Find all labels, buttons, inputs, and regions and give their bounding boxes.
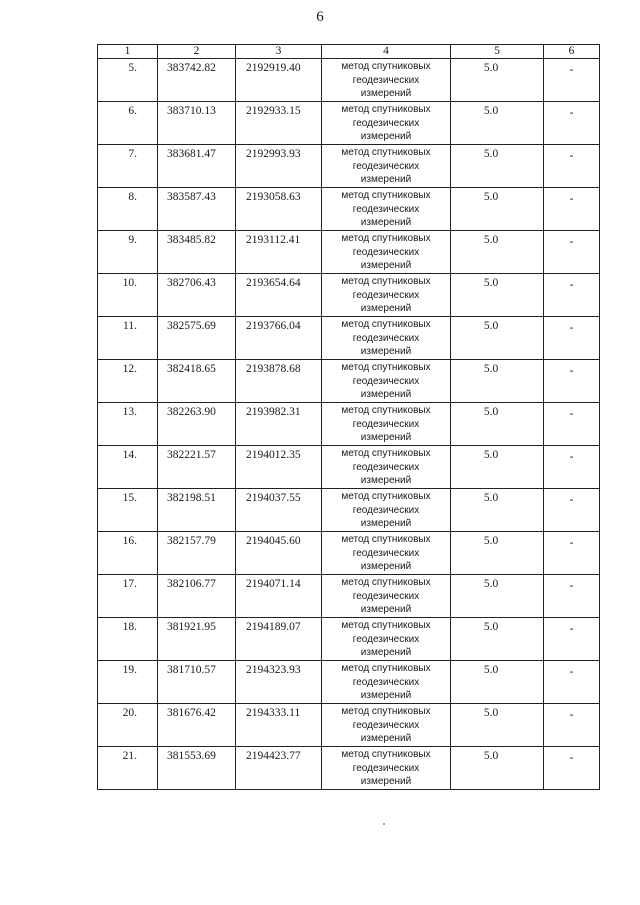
coordinate-y: 2193654.64 (236, 274, 322, 317)
coordinate-y: 2192993.93 (236, 145, 322, 188)
coordinate-x: 381921.95 (158, 618, 236, 661)
determination-method (322, 661, 451, 704)
method-line: метод спутниковых (341, 405, 431, 416)
coordinate-x: 382198.51 (158, 489, 236, 532)
note-value: - (544, 747, 600, 790)
coordinates-table (97, 44, 600, 790)
method-line: измерений (360, 733, 412, 744)
header-col-2: 2 (158, 45, 236, 59)
table-row (98, 317, 600, 360)
determination-method (322, 747, 451, 790)
point-number: 19. (98, 661, 158, 704)
table-body (98, 59, 600, 790)
table-row (98, 747, 600, 790)
note-value: - (544, 575, 600, 618)
determination-method (322, 618, 451, 661)
method-line: измерений (360, 131, 412, 142)
accuracy-value: 5.0 (451, 188, 544, 231)
method-line: измерений (360, 389, 412, 400)
note-value: - (544, 618, 600, 661)
method-line: геодезических (352, 246, 420, 258)
header-col-1: 1 (98, 45, 158, 59)
table-row (98, 360, 600, 403)
coordinate-y: 2192933.15 (236, 102, 322, 145)
point-number: 13. (98, 403, 158, 446)
method-line: геодезических (352, 676, 420, 688)
point-number: 5. (98, 59, 158, 102)
coordinate-y: 2193112.41 (236, 231, 322, 274)
accuracy-value: 5.0 (451, 446, 544, 489)
coordinate-y: 2193878.68 (236, 360, 322, 403)
coordinate-y: 2194071.14 (236, 575, 322, 618)
note-value: - (544, 403, 600, 446)
table-row (98, 231, 600, 274)
method-line: измерений (360, 432, 412, 443)
determination-method (322, 231, 451, 274)
accuracy-value: 5.0 (451, 618, 544, 661)
coordinate-y: 2193058.63 (236, 188, 322, 231)
point-number: 9. (98, 231, 158, 274)
coordinate-y: 2194323.93 (236, 661, 322, 704)
method-line: метод спутниковых (341, 706, 431, 717)
accuracy-value: 5.0 (451, 317, 544, 360)
point-number: 14. (98, 446, 158, 489)
method-line: измерений (360, 604, 412, 615)
coordinate-x: 382106.77 (158, 575, 236, 618)
method-line: измерений (360, 303, 412, 314)
point-number: 10. (98, 274, 158, 317)
table-row (98, 489, 600, 532)
method-line: геодезических (352, 117, 420, 129)
note-value: - (544, 360, 600, 403)
table-row (98, 403, 600, 446)
method-line: геодезических (352, 461, 420, 473)
table-row (98, 274, 600, 317)
header-col-6: 6 (544, 45, 600, 59)
point-number: 15. (98, 489, 158, 532)
method-line: измерений (360, 88, 412, 99)
accuracy-value: 5.0 (451, 102, 544, 145)
accuracy-value: 5.0 (451, 360, 544, 403)
determination-method (322, 532, 451, 575)
determination-method (322, 102, 451, 145)
coordinate-y: 2192919.40 (236, 59, 322, 102)
accuracy-value: 5.0 (451, 575, 544, 618)
method-line: измерений (360, 174, 412, 185)
coordinate-y: 2193766.04 (236, 317, 322, 360)
coordinate-y: 2194045.60 (236, 532, 322, 575)
header-col-5: 5 (451, 45, 544, 59)
method-line: метод спутниковых (341, 448, 431, 459)
table-row (98, 102, 600, 145)
method-line: измерений (360, 217, 412, 228)
note-value: - (544, 274, 600, 317)
method-line: геодезических (352, 74, 420, 86)
method-line: метод спутниковых (341, 319, 431, 330)
page-number: 6 (316, 9, 324, 25)
coordinate-x: 382263.90 (158, 403, 236, 446)
method-line: измерений (360, 561, 412, 572)
coordinate-x: 383681.47 (158, 145, 236, 188)
method-line: метод спутниковых (341, 362, 431, 373)
table-row (98, 59, 600, 102)
accuracy-value: 5.0 (451, 403, 544, 446)
coordinate-y: 2193982.31 (236, 403, 322, 446)
accuracy-value: 5.0 (451, 661, 544, 704)
method-line: измерений (360, 346, 412, 357)
method-line: метод спутниковых (341, 491, 431, 502)
method-line: метод спутниковых (341, 276, 431, 287)
coordinate-x: 381676.42 (158, 704, 236, 747)
header-col-3: 3 (236, 45, 322, 59)
accuracy-value: 5.0 (451, 747, 544, 790)
header-col-4: 4 (322, 45, 451, 59)
method-line: геодезических (352, 633, 420, 645)
coordinate-y: 2194037.55 (236, 489, 322, 532)
coordinate-x: 381553.69 (158, 747, 236, 790)
method-line: геодезических (352, 160, 420, 172)
coordinate-y: 2194333.11 (236, 704, 322, 747)
method-line: измерений (360, 776, 412, 787)
accuracy-value: 5.0 (451, 704, 544, 747)
point-number: 6. (98, 102, 158, 145)
determination-method (322, 360, 451, 403)
method-line: измерений (360, 690, 412, 701)
note-value: - (544, 59, 600, 102)
method-line: геодезических (352, 203, 420, 215)
method-line: метод спутниковых (341, 620, 431, 631)
table-row (98, 188, 600, 231)
note-value: - (544, 145, 600, 188)
method-line: геодезических (352, 375, 420, 387)
note-value: - (544, 489, 600, 532)
point-number: 7. (98, 145, 158, 188)
point-number: 11. (98, 317, 158, 360)
note-value: - (544, 317, 600, 360)
method-line: метод спутниковых (341, 577, 431, 588)
method-line: измерений (360, 260, 412, 271)
coordinate-x: 382575.69 (158, 317, 236, 360)
coordinate-y: 2194423.77 (236, 747, 322, 790)
coordinate-y: 2194012.35 (236, 446, 322, 489)
coordinate-x: 382706.43 (158, 274, 236, 317)
determination-method (322, 704, 451, 747)
note-value: - (544, 102, 600, 145)
table-row (98, 618, 600, 661)
table-row (98, 446, 600, 489)
method-line: геодезических (352, 719, 420, 731)
determination-method (322, 489, 451, 532)
method-line: геодезических (352, 547, 420, 559)
table-row (98, 575, 600, 618)
method-line: измерений (360, 475, 412, 486)
point-number: 12. (98, 360, 158, 403)
method-line: геодезических (352, 762, 420, 774)
method-line: геодезических (352, 289, 420, 301)
point-number: 21. (98, 747, 158, 790)
accuracy-value: 5.0 (451, 59, 544, 102)
coordinate-x: 381710.57 (158, 661, 236, 704)
table-row (98, 532, 600, 575)
determination-method (322, 188, 451, 231)
determination-method (322, 59, 451, 102)
coordinate-x: 382157.79 (158, 532, 236, 575)
scan-speck (383, 823, 385, 825)
method-line: метод спутниковых (341, 190, 431, 201)
method-line: геодезических (352, 504, 420, 516)
note-value: - (544, 188, 600, 231)
point-number: 18. (98, 618, 158, 661)
method-line: метод спутниковых (341, 147, 431, 158)
coordinate-x: 383587.43 (158, 188, 236, 231)
coordinate-x: 382221.57 (158, 446, 236, 489)
point-number: 8. (98, 188, 158, 231)
method-line: метод спутниковых (341, 749, 431, 760)
method-line: метод спутниковых (341, 104, 431, 115)
determination-method (322, 403, 451, 446)
table-row (98, 145, 600, 188)
method-line: геодезических (352, 332, 420, 344)
coordinate-y: 2194189.07 (236, 618, 322, 661)
coordinate-x: 383742.82 (158, 59, 236, 102)
determination-method (322, 575, 451, 618)
method-line: метод спутниковых (341, 233, 431, 244)
accuracy-value: 5.0 (451, 231, 544, 274)
determination-method (322, 145, 451, 188)
coordinate-x: 383710.13 (158, 102, 236, 145)
method-line: измерений (360, 518, 412, 529)
point-number: 16. (98, 532, 158, 575)
point-number: 17. (98, 575, 158, 618)
note-value: - (544, 231, 600, 274)
coordinate-x: 383485.82 (158, 231, 236, 274)
method-line: геодезических (352, 418, 420, 430)
table-header-row (98, 45, 600, 59)
method-line: геодезических (352, 590, 420, 602)
point-number: 20. (98, 704, 158, 747)
table-row (98, 661, 600, 704)
method-line: метод спутниковых (341, 663, 431, 674)
coordinate-x: 382418.65 (158, 360, 236, 403)
method-line: метод спутниковых (341, 534, 431, 545)
note-value: - (544, 704, 600, 747)
method-line: метод спутниковых (341, 61, 431, 72)
note-value: - (544, 446, 600, 489)
method-line: измерений (360, 647, 412, 658)
table-row (98, 704, 600, 747)
accuracy-value: 5.0 (451, 145, 544, 188)
note-value: - (544, 532, 600, 575)
note-value: - (544, 661, 600, 704)
accuracy-value: 5.0 (451, 274, 544, 317)
accuracy-value: 5.0 (451, 489, 544, 532)
determination-method (322, 317, 451, 360)
accuracy-value: 5.0 (451, 532, 544, 575)
determination-method (322, 274, 451, 317)
determination-method (322, 446, 451, 489)
